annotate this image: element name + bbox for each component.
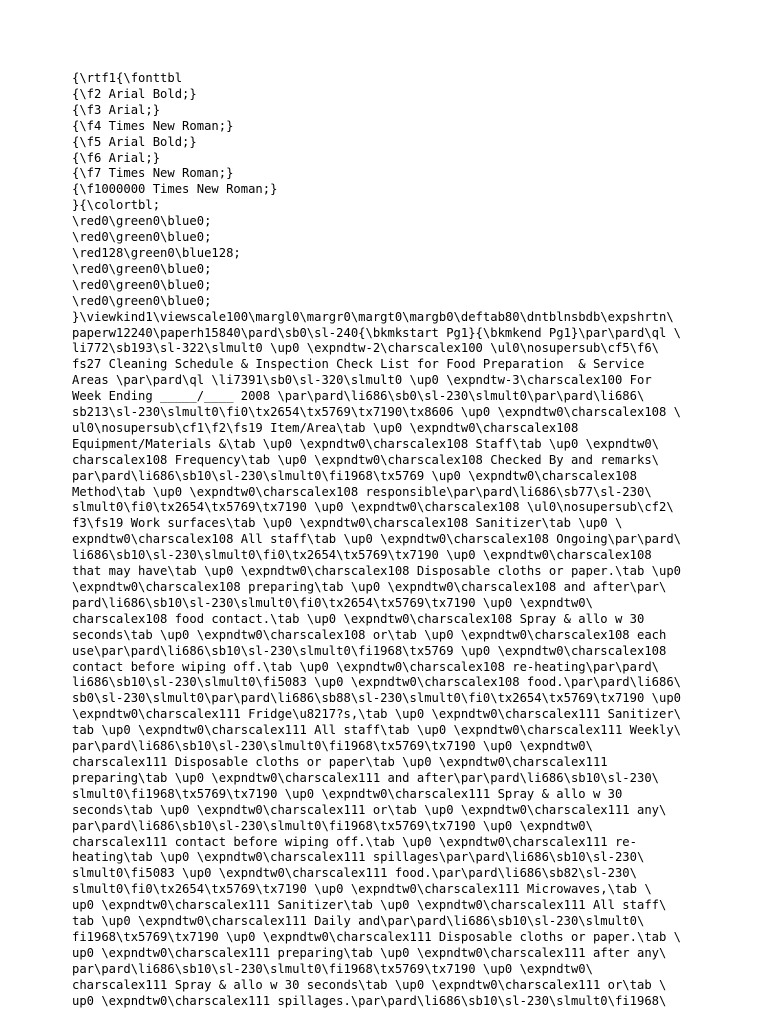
text-line: pard\li686\sb10\sl-230\slmult0\fi0\tx2654\tx5769\tx7190 \up0 \expndtw0\	[72, 595, 593, 610]
text-line: ul0\nosupersub\cf1\f2\fs19 Item/Area\tab \up0 \expndtw0\charscalex108	[72, 420, 579, 435]
text-line: sb213\sl-230\slmult0\fi0\tx2654\tx5769\tx7190\tx8606 \up0 \expndtw0\charscalex108 \	[72, 405, 682, 420]
text-line: slmult0\fi0\tx2654\tx5769\tx7190 \up0 \expndtw0\charscalex108 \ul0\nosupersub\cf2\	[72, 500, 674, 515]
text-line: par\pard\li686\sb10\sl-230\slmult0\fi1968\tx5769\tx7190 \up0 \expndtw0\	[72, 961, 593, 976]
text-line: slmult0\fi0\tx2654\tx5769\tx7190 \up0 \expndtw0\charscalex111 Microwaves,\tab \	[72, 882, 652, 897]
text-line: expndtw0\charscalex108 All staff\tab \up0 \expndtw0\charscalex108 Ongoing\par\pard\	[72, 532, 682, 547]
text-line: }{\colortbl;	[72, 198, 161, 213]
text-line: {\f3 Arial;}	[72, 102, 161, 117]
text-line: par\pard\li686\sb10\sl-230\slmult0\fi1968\tx5769\tx7190 \up0 \expndtw0\	[72, 818, 593, 833]
text-line: \red0\green0\blue0;	[72, 293, 212, 308]
text-line: \red0\green0\blue0;	[72, 230, 212, 245]
text-line: fs27 Cleaning Schedule & Inspection Check List for Food Preparation & Service	[72, 357, 645, 372]
text-line: {\f1000000 Times New Roman;}	[72, 182, 278, 197]
text-line: up0 \expndtw0\charscalex111 spillages.\par\pard\li686\sb10\sl-230\slmult0\fi1968\	[72, 993, 667, 1008]
text-line: li686\sb10\sl-230\slmult0\fi0\tx2654\tx5769\tx7190 \up0 \expndtw0\charscalex108	[72, 548, 652, 563]
text-line: preparing\tab \up0 \expndtw0\charscalex111 and after\par\pard\li686\sb10\sl-230\	[72, 770, 659, 785]
text-line: Areas \par\pard\ql \li7391\sb0\sl-320\slmult0 \up0 \expndtw-3\charscalex100 For	[72, 373, 652, 388]
text-line: {\f6 Arial;}	[72, 150, 161, 165]
text-line: seconds\tab \up0 \expndtw0\charscalex111 or\tab \up0 \expndtw0\charscalex111 any\	[72, 802, 667, 817]
text-line: li772\sb193\sl-322\slmult0 \up0 \expndtw-2\charscalex100 \ul0\nosupersub\cf5\f6\	[72, 341, 659, 356]
text-line: \red0\green0\blue0;	[72, 277, 212, 292]
text-line: \expndtw0\charscalex108 preparing\tab \up0 \expndtw0\charscalex108 and after\par\	[72, 580, 667, 594]
text-line: up0 \expndtw0\charscalex111 preparing\tab \up0 \expndtw0\charscalex111 after any\	[72, 945, 667, 960]
text-line: that may have\tab \up0 \expndtw0\charscalex108 Disposable cloths or paper.\tab \up0	[72, 564, 682, 579]
text-line: {\f7 Times New Roman;}	[72, 166, 234, 181]
text-line: charscalex108 food contact.\tab \up0 \expndtw0\charscalex108 Spray & allo w 30	[72, 611, 645, 626]
text-line: par\pard\li686\sb10\sl-230\slmult0\fi1968\tx5769 \up0 \expndtw0\charscalex108	[72, 468, 637, 483]
text-line: seconds\tab \up0 \expndtw0\charscalex108 or\tab \up0 \expndtw0\charscalex108 each	[72, 627, 667, 642]
text-line: Method\tab \up0 \expndtw0\charscalex108 responsible\par\pard\li686\sb77\sl-230\	[72, 484, 652, 499]
text-line: fi1968\tx5769\tx7190 \up0 \expndtw0\charscalex111 Disposable cloths or paper.\tab \	[72, 929, 682, 944]
text-line: f3\fs19 Work surfaces\tab \up0 \expndtw0\charscalex108 Sanitizer\tab \up0 \	[72, 516, 623, 531]
text-line: {\f5 Arial Bold;}	[72, 134, 197, 149]
text-line: }\viewkind1\viewscale100\margl0\margr0\margt0\margb0\deftab80\dntblnsbdb\expshrtn\	[72, 309, 674, 324]
text-line: {\f4 Times New Roman;}	[72, 118, 234, 133]
text-line: slmult0\fi1968\tx5769\tx7190 \up0 \expndtw0\charscalex111 Spray & allo w 30	[72, 786, 623, 801]
text-line: up0 \expndtw0\charscalex111 Sanitizer\tab \up0 \expndtw0\charscalex111 All staff\	[72, 898, 667, 913]
rtf-source-text	[72, 71, 712, 1009]
text-line: charscalex111 contact before wiping off.\tab \up0 \expndtw0\charscalex111 re-	[72, 834, 637, 849]
text-line: sb0\sl-230\slmult0\par\pard\li686\sb88\sl-230\slmult0\fi0\tx2654\tx5769\tx7190 \up0	[72, 691, 682, 706]
text-line: \red0\green0\blue0;	[72, 261, 212, 276]
text-line: slmult0\fi5083 \up0 \expndtw0\charscalex111 food.\par\pard\li686\sb82\sl-230\	[72, 866, 637, 881]
text-line: charscalex108 Frequency\tab \up0 \expndtw0\charscalex108 Checked By and remarks\	[72, 452, 659, 467]
text-line: tab \up0 \expndtw0\charscalex111 Daily and\par\pard\li686\sb10\sl-230\slmult0\	[72, 914, 645, 929]
text-line: paperw12240\paperh15840\pard\sb0\sl-240{\bkmkstart Pg1}{\bkmkend Pg1}\par\pard\ql \	[72, 325, 682, 340]
text-line: {\f2 Arial Bold;}	[72, 86, 197, 101]
text-line: {\rtf1{\fonttbl	[72, 71, 183, 85]
text-line: par\pard\li686\sb10\sl-230\slmult0\fi1968\tx5769\tx7190 \up0 \expndtw0\	[72, 739, 593, 754]
text-line: charscalex111 Spray & allo w 30 seconds\tab \up0 \expndtw0\charscalex111 or\tab \	[72, 977, 667, 992]
text-line: Equipment/Materials &\tab \up0 \expndtw0\charscalex108 Staff\tab \up0 \expndtw0\	[72, 436, 659, 451]
text-line: tab \up0 \expndtw0\charscalex111 All staff\tab \up0 \expndtw0\charscalex111 Weekly\	[72, 723, 682, 738]
text-line: use\par\pard\li686\sb10\sl-230\slmult0\fi1968\tx5769 \up0 \expndtw0\charscalex108	[72, 643, 667, 658]
text-line: li686\sb10\sl-230\slmult0\fi5083 \up0 \expndtw0\charscalex108 food.\par\pard\li686\	[72, 675, 682, 690]
text-line: heating\tab \up0 \expndtw0\charscalex111 spillages\par\pard\li686\sb10\sl-230\	[72, 850, 645, 865]
text-line: contact before wiping off.\tab \up0 \expndtw0\charscalex108 re-heating\par\pard\	[72, 659, 659, 674]
text-line: \red128\green0\blue128;	[72, 245, 241, 260]
text-line: \expndtw0\charscalex111 Fridge\u8217?s,\tab \up0 \expndtw0\charscalex111 Sanitizer\	[72, 707, 682, 722]
text-line: Week Ending _____/____ 2008 \par\pard\li686\sb0\sl-230\slmult0\par\pard\li686\	[72, 389, 645, 404]
text-line: charscalex111 Disposable cloths or paper\tab \up0 \expndtw0\charscalex111	[72, 754, 608, 769]
text-line: \red0\green0\blue0;	[72, 214, 212, 229]
